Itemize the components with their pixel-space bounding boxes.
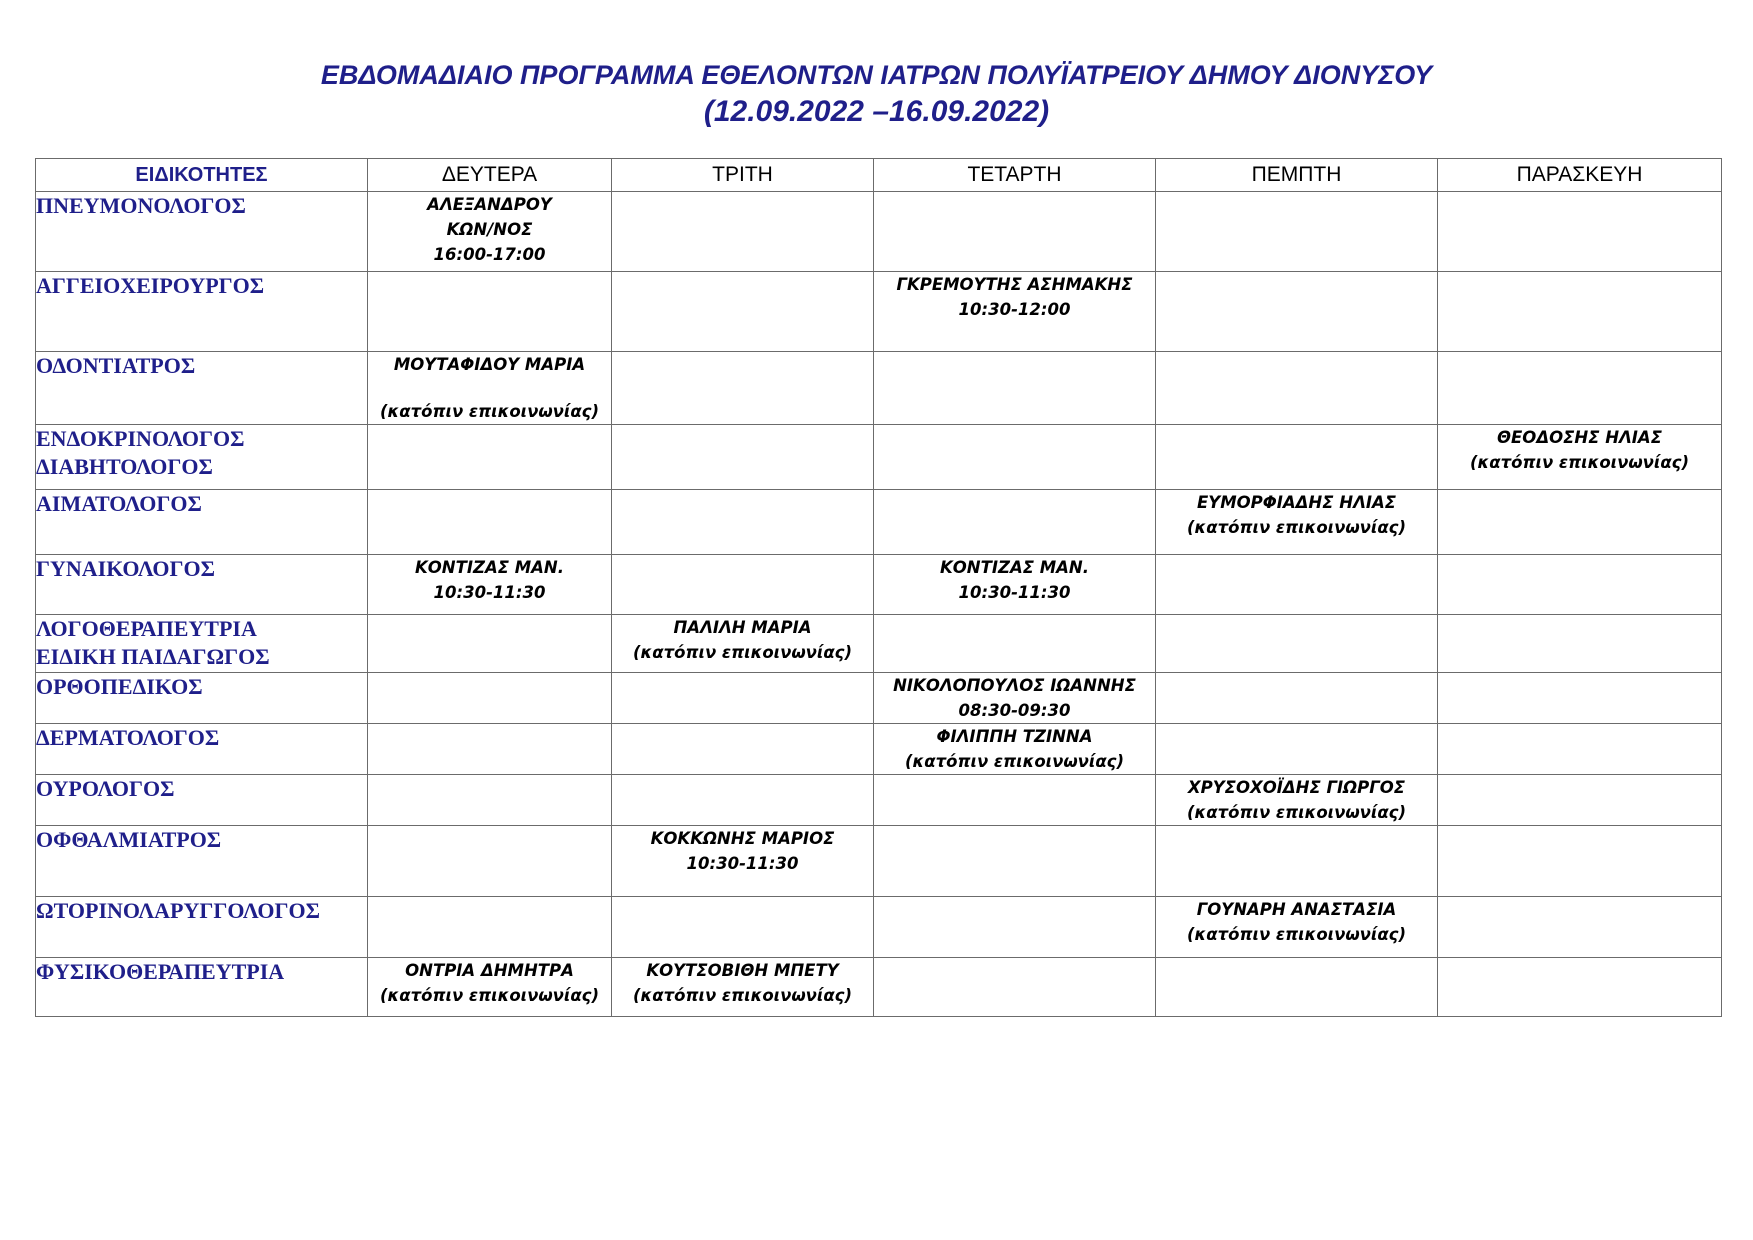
cell-text: ΚΟΚΚΩΝΗΣ ΜΑΡΙΟΣ — [650, 829, 835, 848]
cell-text: (κατόπιν επικοινωνίας) — [905, 752, 1124, 771]
schedule-cell-monday — [368, 490, 612, 555]
specialty-label: ΔΙΑΒΗΤΟΛΟΓΟΣ — [36, 454, 213, 479]
schedule-cell-friday — [1438, 352, 1722, 425]
specialty-cell — [36, 673, 368, 724]
schedule-cell-friday — [1438, 826, 1722, 897]
schedule-cell-friday — [1438, 724, 1722, 775]
schedule-cell-monday — [368, 425, 612, 490]
cell-text: (κατόπιν επικοινωνίας) — [380, 986, 599, 1005]
schedule-cell-monday — [368, 897, 612, 958]
schedule-table — [35, 158, 1722, 1017]
schedule-cell-tuesday — [612, 615, 874, 673]
specialty-label: ΟΡΘΟΠΕΔΙΚΟΣ — [36, 674, 203, 699]
cell-text: 10:30-11:30 — [958, 583, 1071, 602]
schedule-cell-monday — [368, 724, 612, 775]
specialty-cell — [36, 272, 368, 352]
table-row — [36, 958, 1722, 1017]
cell-text: ΟΝΤΡΙΑ ΔΗΜΗΤΡΑ — [405, 961, 574, 980]
cell-text: ΑΛΕΞΑΝΔΡΟΥ — [427, 195, 552, 214]
cell-text: 08:30-09:30 — [958, 701, 1071, 720]
cell-text: ΜΟΥΤΑΦΙΔΟΥ ΜΑΡΙΑ — [393, 355, 586, 374]
table-row — [36, 897, 1722, 958]
schedule-cell-tuesday — [612, 826, 874, 897]
schedule-cell-friday — [1438, 673, 1722, 724]
specialty-label: ΠΝΕΥΜΟΝΟΛΟΓΟΣ — [36, 193, 246, 218]
header-wednesday: ΤΕΤΑΡΤΗ — [874, 159, 1156, 192]
schedule-cell-thursday — [1156, 826, 1438, 897]
schedule-cell-friday — [1438, 775, 1722, 826]
schedule-cell-monday — [368, 615, 612, 673]
specialty-label: ΟΥΡΟΛΟΓΟΣ — [36, 776, 175, 801]
header-friday: ΠΑΡΑΣΚΕΥΗ — [1438, 159, 1722, 192]
specialty-cell — [36, 897, 368, 958]
schedule-cell-tuesday — [612, 958, 874, 1017]
specialty-cell — [36, 192, 368, 272]
specialty-label: ΩΤΟΡΙΝΟΛΑΡΥΓΓΟΛΟΓΟΣ — [36, 898, 320, 923]
schedule-cell-friday — [1438, 192, 1722, 272]
schedule-cell-thursday — [1156, 555, 1438, 615]
header-specialties: ΕΙΔΙΚΟΤΗΤΕΣ — [36, 159, 368, 192]
table-row — [36, 615, 1722, 673]
cell-text: ΧΡΥΣΟΧΟΪΔΗΣ ΓΙΩΡΓΟΣ — [1187, 778, 1406, 797]
specialty-cell — [36, 615, 368, 673]
schedule-cell-wednesday — [874, 192, 1156, 272]
cell-text: ΓΟΥΝΑΡΗ ΑΝΑΣΤΑΣΙΑ — [1196, 900, 1397, 919]
schedule-cell-tuesday — [612, 490, 874, 555]
specialty-label: ΓΥΝΑΙΚΟΛΟΓΟΣ — [36, 556, 215, 581]
cell-text: (κατόπιν επικοινωνίας) — [633, 986, 852, 1005]
cell-text: ΝΙΚΟΛΟΠΟΥΛΟΣ ΙΩΑΝΝΗΣ — [893, 676, 1136, 695]
table-row — [36, 272, 1722, 352]
schedule-cell-friday — [1438, 897, 1722, 958]
schedule-cell-tuesday — [612, 897, 874, 958]
schedule-cell-friday — [1438, 555, 1722, 615]
cell-text: ΚΩΝ/ΝΟΣ — [446, 220, 533, 239]
schedule-cell-wednesday — [874, 673, 1156, 724]
specialty-cell — [36, 826, 368, 897]
specialty-cell — [36, 425, 368, 490]
specialty-label: ΟΔΟΝΤΙΑΤΡΟΣ — [36, 353, 196, 378]
schedule-cell-thursday — [1156, 425, 1438, 490]
specialty-label: ΕΙΔΙΚΗ ΠΑΙΔΑΓΩΓΟΣ — [36, 644, 270, 669]
table-row — [36, 490, 1722, 555]
table-row — [36, 192, 1722, 272]
schedule-cell-tuesday — [612, 425, 874, 490]
cell-text: 10:30-11:30 — [686, 854, 799, 873]
specialty-cell — [36, 775, 368, 826]
cell-text: ΓΚΡΕΜΟΥΤΗΣ ΑΣΗΜΑΚΗΣ — [896, 275, 1133, 294]
cell-text: (κατόπιν επικοινωνίας) — [633, 643, 852, 662]
schedule-cell-thursday — [1156, 352, 1438, 425]
cell-text: ΕΥΜΟΡΦΙΑΔΗΣ ΗΛΙΑΣ — [1196, 493, 1397, 512]
schedule-cell-tuesday — [612, 352, 874, 425]
cell-text: (κατόπιν επικοινωνίας) — [1470, 453, 1689, 472]
specialty-label: ΛΟΓΟΘΕΡΑΠΕΥΤΡΙΑ — [36, 616, 257, 641]
document-title: ΕΒΔΟΜΑΔΙΑΙΟ ΠΡΟΓΡΑΜΜΑ ΕΘΕΛΟΝΤΩΝ ΙΑΤΡΩΝ ΠΟΛΥΪΑΤΡΕΙΟΥ ΔΗΜΟΥ ΔΙΟΝΥΣΟΥ — [320, 60, 1433, 90]
schedule-cell-thursday — [1156, 673, 1438, 724]
cell-text: (κατόπιν επικοινωνίας) — [380, 402, 599, 421]
schedule-cell-monday — [368, 352, 612, 425]
schedule-cell-friday — [1438, 615, 1722, 673]
schedule-cell-tuesday — [612, 775, 874, 826]
schedule-cell-wednesday — [874, 826, 1156, 897]
schedule-cell-thursday — [1156, 272, 1438, 352]
schedule-cell-thursday — [1156, 958, 1438, 1017]
header-tuesday: ΤΡΙΤΗ — [612, 159, 874, 192]
schedule-cell-tuesday — [612, 272, 874, 352]
specialty-cell — [36, 958, 368, 1017]
schedule-cell-friday — [1438, 272, 1722, 352]
specialty-label: ΑΙΜΑΤΟΛΟΓΟΣ — [36, 491, 202, 516]
schedule-cell-thursday — [1156, 775, 1438, 826]
cell-text: ΚΟΝΤΙΖΑΣ ΜΑΝ. — [939, 558, 1090, 577]
cell-text: ΘΕΟΔΟΣΗΣ ΗΛΙΑΣ — [1497, 428, 1662, 447]
cell-text: ΚΟΝΤΙΖΑΣ ΜΑΝ. — [414, 558, 565, 577]
schedule-cell-wednesday — [874, 775, 1156, 826]
schedule-cell-wednesday — [874, 490, 1156, 555]
document-date-range: (12.09.2022 –16.09.2022) — [703, 95, 1050, 128]
schedule-cell-tuesday — [612, 192, 874, 272]
table-row — [36, 724, 1722, 775]
schedule-cell-tuesday — [612, 724, 874, 775]
schedule-cell-monday — [368, 555, 612, 615]
schedule-cell-wednesday — [874, 958, 1156, 1017]
schedule-cell-thursday — [1156, 490, 1438, 555]
cell-spacer — [368, 377, 611, 399]
cell-text: 10:30-11:30 — [433, 583, 546, 602]
cell-text: ΦΙΛΙΠΠΗ ΤΖΙΝΝΑ — [936, 727, 1093, 746]
schedule-cell-wednesday — [874, 425, 1156, 490]
schedule-cell-monday — [368, 958, 612, 1017]
cell-text: (κατόπιν επικοινωνίας) — [1187, 803, 1406, 822]
header-thursday: ΠΕΜΠΤΗ — [1156, 159, 1438, 192]
schedule-cell-monday — [368, 673, 612, 724]
schedule-cell-wednesday — [874, 352, 1156, 425]
schedule-cell-monday — [368, 775, 612, 826]
table-row — [36, 673, 1722, 724]
schedule-cell-tuesday — [612, 673, 874, 724]
schedule-cell-wednesday — [874, 555, 1156, 615]
schedule-cell-wednesday — [874, 272, 1156, 352]
schedule-cell-tuesday — [612, 555, 874, 615]
cell-text: ΠΑΛΙΛΗ ΜΑΡΙΑ — [673, 618, 812, 637]
schedule-cell-monday — [368, 192, 612, 272]
specialty-cell — [36, 555, 368, 615]
header-monday: ΔΕΥΤΕΡΑ — [368, 159, 612, 192]
schedule-cell-thursday — [1156, 897, 1438, 958]
cell-text: 16:00-17:00 — [433, 245, 546, 264]
header-row — [36, 159, 1722, 192]
table-row — [36, 826, 1722, 897]
specialty-cell — [36, 724, 368, 775]
specialty-label: ΔΕΡΜΑΤΟΛΟΓΟΣ — [36, 725, 220, 750]
table-row — [36, 555, 1722, 615]
specialty-label: ΦΥΣΙΚΟΘΕΡΑΠΕΥΤΡΙΑ — [36, 959, 285, 984]
table-row — [36, 775, 1722, 826]
cell-text: 10:30-12:00 — [958, 300, 1071, 319]
schedule-cell-wednesday — [874, 897, 1156, 958]
schedule-cell-wednesday — [874, 724, 1156, 775]
cell-text: ΚΟΥΤΣΟΒΙΘΗ ΜΠΕΤΥ — [646, 961, 839, 980]
cell-text: (κατόπιν επικοινωνίας) — [1187, 925, 1406, 944]
schedule-cell-wednesday — [874, 615, 1156, 673]
table-row — [36, 425, 1722, 490]
schedule-cell-friday — [1438, 425, 1722, 490]
specialty-cell — [36, 352, 368, 425]
schedule-cell-thursday — [1156, 724, 1438, 775]
schedule-cell-friday — [1438, 958, 1722, 1017]
table-row — [36, 352, 1722, 425]
schedule-cell-thursday — [1156, 615, 1438, 673]
specialty-label: ΕΝΔΟΚΡΙΝΟΛΟΓΟΣ — [36, 426, 245, 451]
schedule-cell-monday — [368, 272, 612, 352]
schedule-cell-monday — [368, 826, 612, 897]
specialty-cell — [36, 490, 368, 555]
schedule-cell-friday — [1438, 490, 1722, 555]
cell-text: (κατόπιν επικοινωνίας) — [1187, 518, 1406, 537]
schedule-cell-thursday — [1156, 192, 1438, 272]
specialty-label: ΟΦΘΑΛΜΙΑΤΡΟΣ — [36, 827, 222, 852]
specialty-label: ΑΓΓΕΙΟΧΕΙΡΟΥΡΓΟΣ — [36, 273, 265, 298]
